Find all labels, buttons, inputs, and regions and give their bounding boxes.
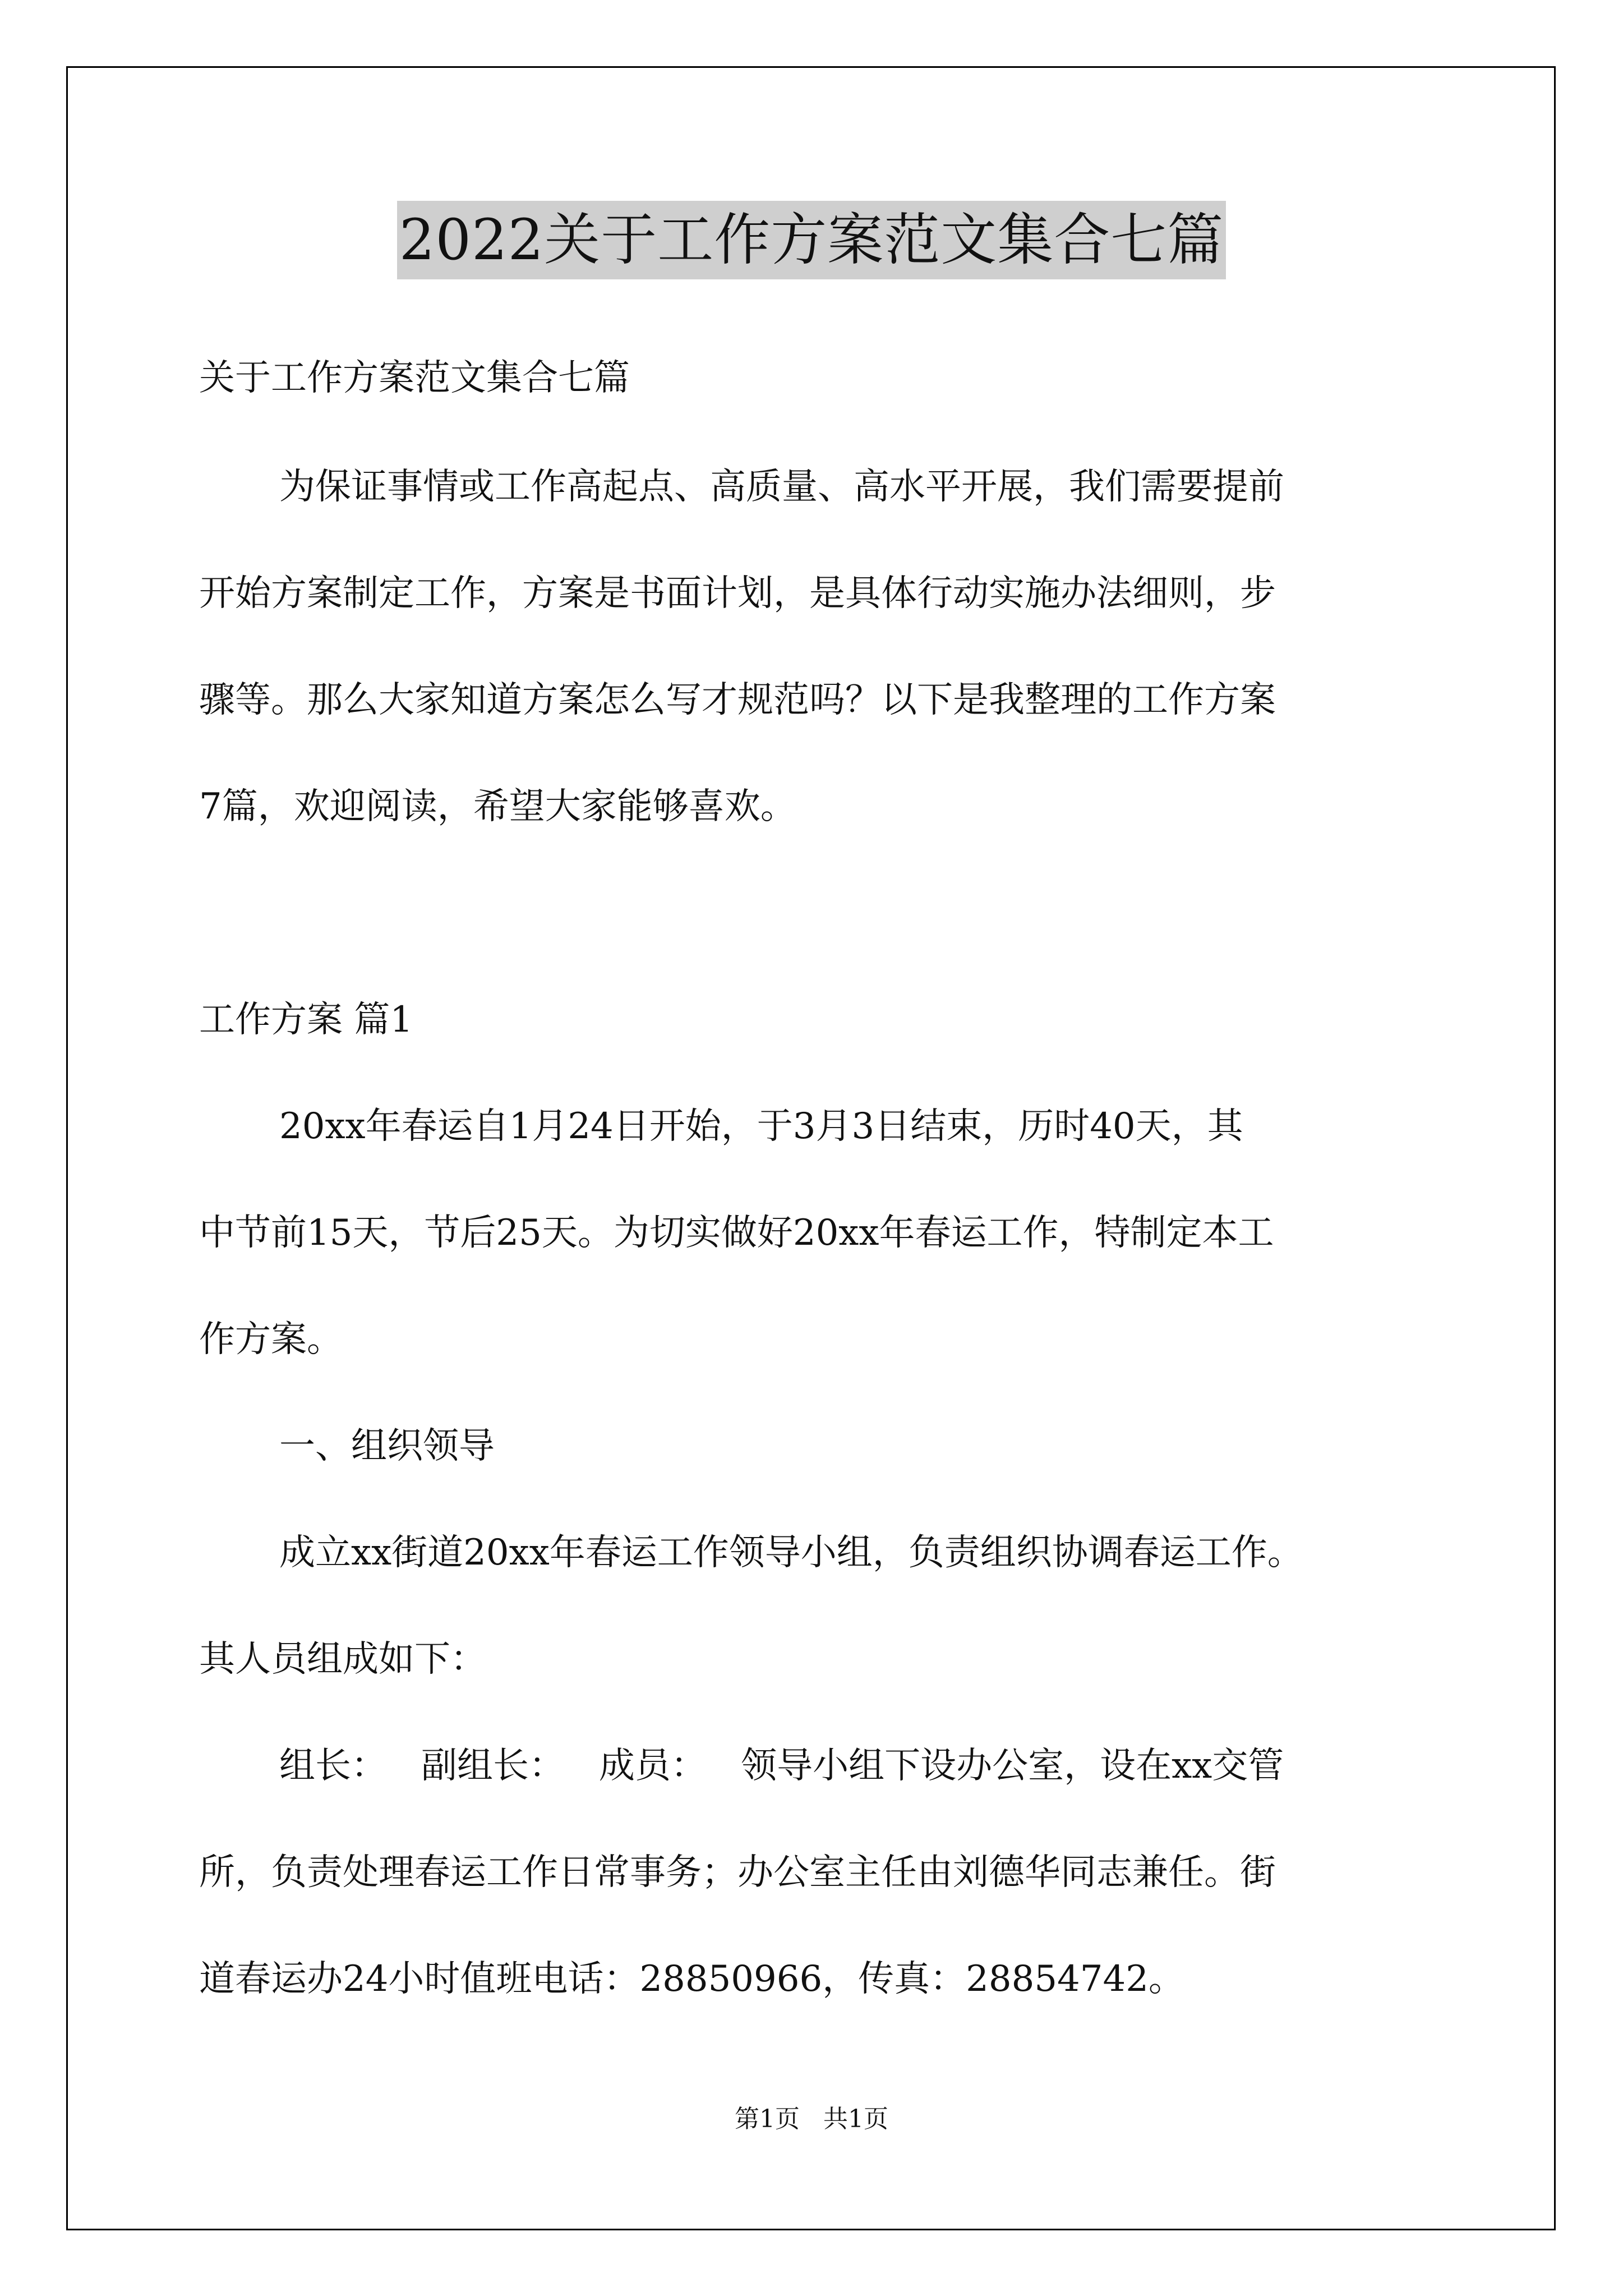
section-heading: 工作方案 篇1 [199,999,413,1041]
paragraph2-line-1: 成立xx街道20xx年春运工作领导小组，负责组织协调春运工作。 [279,1532,1303,1573]
document-title: 2022关于工作方案范文集合七篇 [397,201,1227,279]
title-container [0,201,1623,279]
paragraph1-line-2: 中节前15天，节后25天。为切实做好20xx年春运工作，特制定本工 [199,1212,1274,1254]
intro-line-4: 7篇，欢迎阅读，希望大家能够喜欢。 [199,786,796,827]
paragraph3-line-3: 道春运办24小时值班电话：28850966，传真：28854742。 [199,1958,1184,2000]
intro-line-2: 开始方案制定工作，方案是书面计划，是具体行动实施办法细则，步 [199,573,1276,614]
paragraph3-line-1: 组长： 副组长： 成员： 领导小组下设办公室，设在xx交管 [279,1745,1284,1787]
paragraph1-line-3: 作方案。 [199,1319,343,1360]
subheading: 一、组织领导 [279,1425,495,1467]
paragraph2-line-2: 其人员组成如下： [199,1639,486,1680]
page-footer: 第1页 共1页 [735,2105,888,2133]
intro-line-3: 骤等。那么大家知道方案怎么写才规范吗？以下是我整理的工作方案 [199,679,1276,721]
intro-line-1: 为保证事情或工作高起点、高质量、高水平开展，我们需要提前 [279,466,1284,508]
paragraph1-line-1: 20xx年春运自1月24日开始，于3月3日结束，历时40天，其 [279,1106,1243,1147]
document-subtitle: 关于工作方案范文集合七篇 [199,357,630,399]
paragraph3-line-2: 所，负责处理春运工作日常事务；办公室主任由刘德华同志兼任。街 [199,1852,1276,1893]
